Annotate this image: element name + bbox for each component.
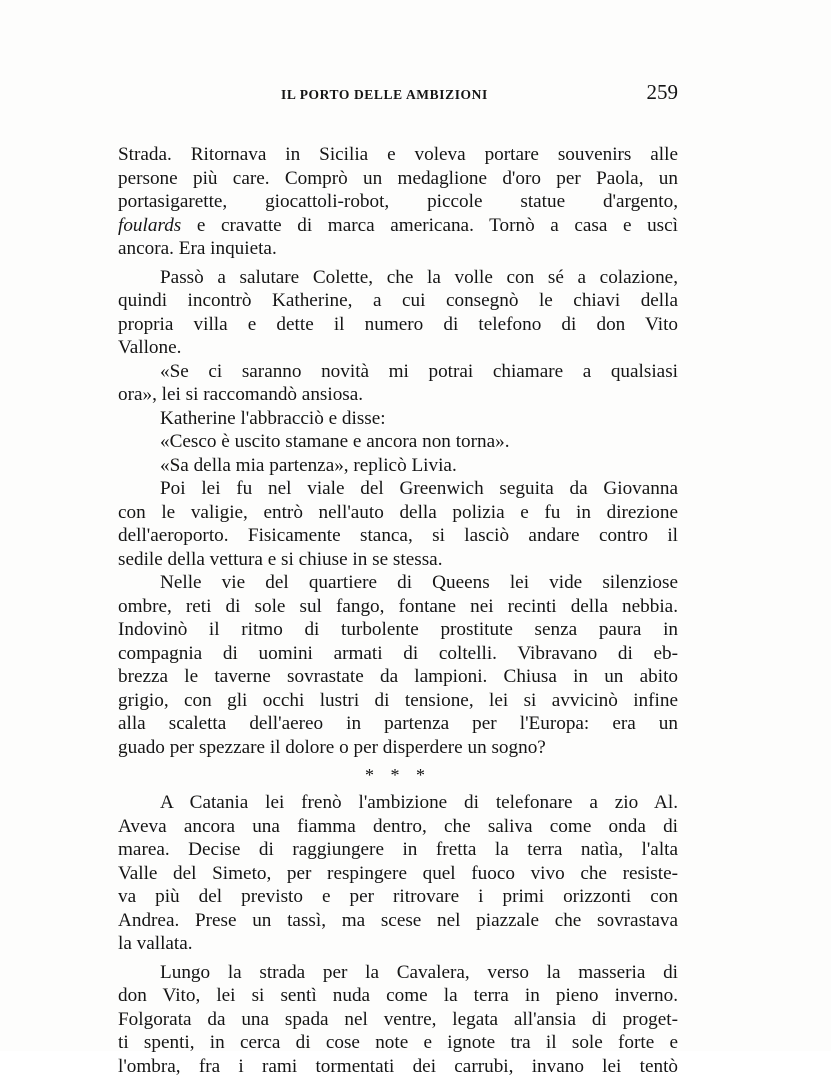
text-line: Aveva ancora una fiamma dentro, che saliva come onda di: [118, 815, 678, 839]
text-line: propria villa e dette il numero di telefono di don Vito: [118, 313, 678, 337]
text-line: la vallata.: [118, 932, 678, 956]
text-line: dell'aeroporto. Fisicamente stanca, si lasciò andare contro il: [118, 524, 678, 548]
text-line: [118, 214, 678, 238]
text-line: ancora. Era inquieta.: [118, 237, 678, 261]
text-line: Passò a salutare Colette, che la volle con sé a colazione,: [118, 266, 678, 290]
text-line: Valle del Simeto, per respingere quel fuoco vivo che resiste-: [118, 862, 678, 886]
text-line: Nelle vie del quartiere di Queens lei vide silenziose: [118, 571, 678, 595]
text-line: ombre, reti di sole sul fango, fontane nei recinti della nebbia.: [118, 595, 678, 619]
text-line: don Vito, lei si sentì nuda come la terra in pieno inverno.: [118, 984, 678, 1008]
text-line: «Se ci saranno novità mi potrai chiamare a qualsiasi: [118, 360, 678, 384]
text-line: Vallone.: [118, 336, 678, 360]
text-line: compagnia di uomini armati di coltelli. Vibravano di eb-: [118, 642, 678, 666]
section-separator: * * *: [118, 759, 678, 791]
page-number: 259: [647, 80, 679, 105]
text-line: alla scaletta dell'aereo in partenza per l'Europa: era un: [118, 712, 678, 736]
text-line: «Sa della mia partenza», replicò Livia.: [118, 454, 678, 478]
text-line: Poi lei fu nel viale del Greenwich seguita da Giovanna: [118, 477, 678, 501]
body-text: [118, 143, 678, 1078]
page-header: [118, 80, 678, 106]
text-line: brezza le taverne sovrastate da lampioni. Chiusa in un abito: [118, 665, 678, 689]
text-line: Folgorata da una spada nel ventre, legata all'ansia di proget-: [118, 1008, 678, 1032]
text-line: ora», lei si raccomandò ansiosa.: [118, 383, 678, 407]
text-line: Katherine l'abbracciò e disse:: [118, 407, 678, 431]
text-line: grigio, con gli occhi lustri di tensione, lei si avvicinò infine: [118, 689, 678, 713]
text-line: sedile della vettura e si chiuse in se stessa.: [118, 548, 678, 572]
italic-word: foulards: [118, 215, 181, 236]
text-line: guado per spezzare il dolore o per disperdere un sogno?: [118, 736, 678, 760]
text-line: quindi incontrò Katherine, a cui consegnò le chiavi della: [118, 289, 678, 313]
text-line: Strada. Ritornava in Sicilia e voleva portare souvenirs alle: [118, 143, 678, 167]
text-line: Lungo la strada per la Cavalera, verso la masseria di: [118, 961, 678, 985]
text-line-rest: e cravatte di marca americana. Tornò a casa e uscì: [181, 215, 678, 236]
text-line: Andrea. Prese un tassì, ma scese nel piazzale che sovrastava: [118, 909, 678, 933]
running-title: IL PORTO DELLE AMBIZIONI: [281, 87, 488, 103]
text-line: l'ombra, fra i rami tormentati dei carrubi, invano lei tentò: [118, 1055, 678, 1078]
text-line: persone più care. Comprò un medaglione d'oro per Paola, un: [118, 167, 678, 191]
text-line: portasigarette, giocattoli-robot, piccole statue d'argento,: [118, 190, 678, 214]
text-line: va più del previsto e per ritrovare i primi orizzonti con: [118, 885, 678, 909]
text-line: «Cesco è uscito stamane e ancora non torna».: [118, 430, 678, 454]
text-line: marea. Decise di raggiungere in fretta la terra natìa, l'alta: [118, 838, 678, 862]
text-line: A Catania lei frenò l'ambizione di telefonare a zio Al.: [118, 791, 678, 815]
text-line: Indovinò il ritmo di turbolente prostitute senza paura in: [118, 618, 678, 642]
text-line: ti spenti, in cerca di cose note e ignote tra il sole forte e: [118, 1031, 678, 1055]
text-line: con le valigie, entrò nell'auto della polizia e fu in direzione: [118, 501, 678, 525]
